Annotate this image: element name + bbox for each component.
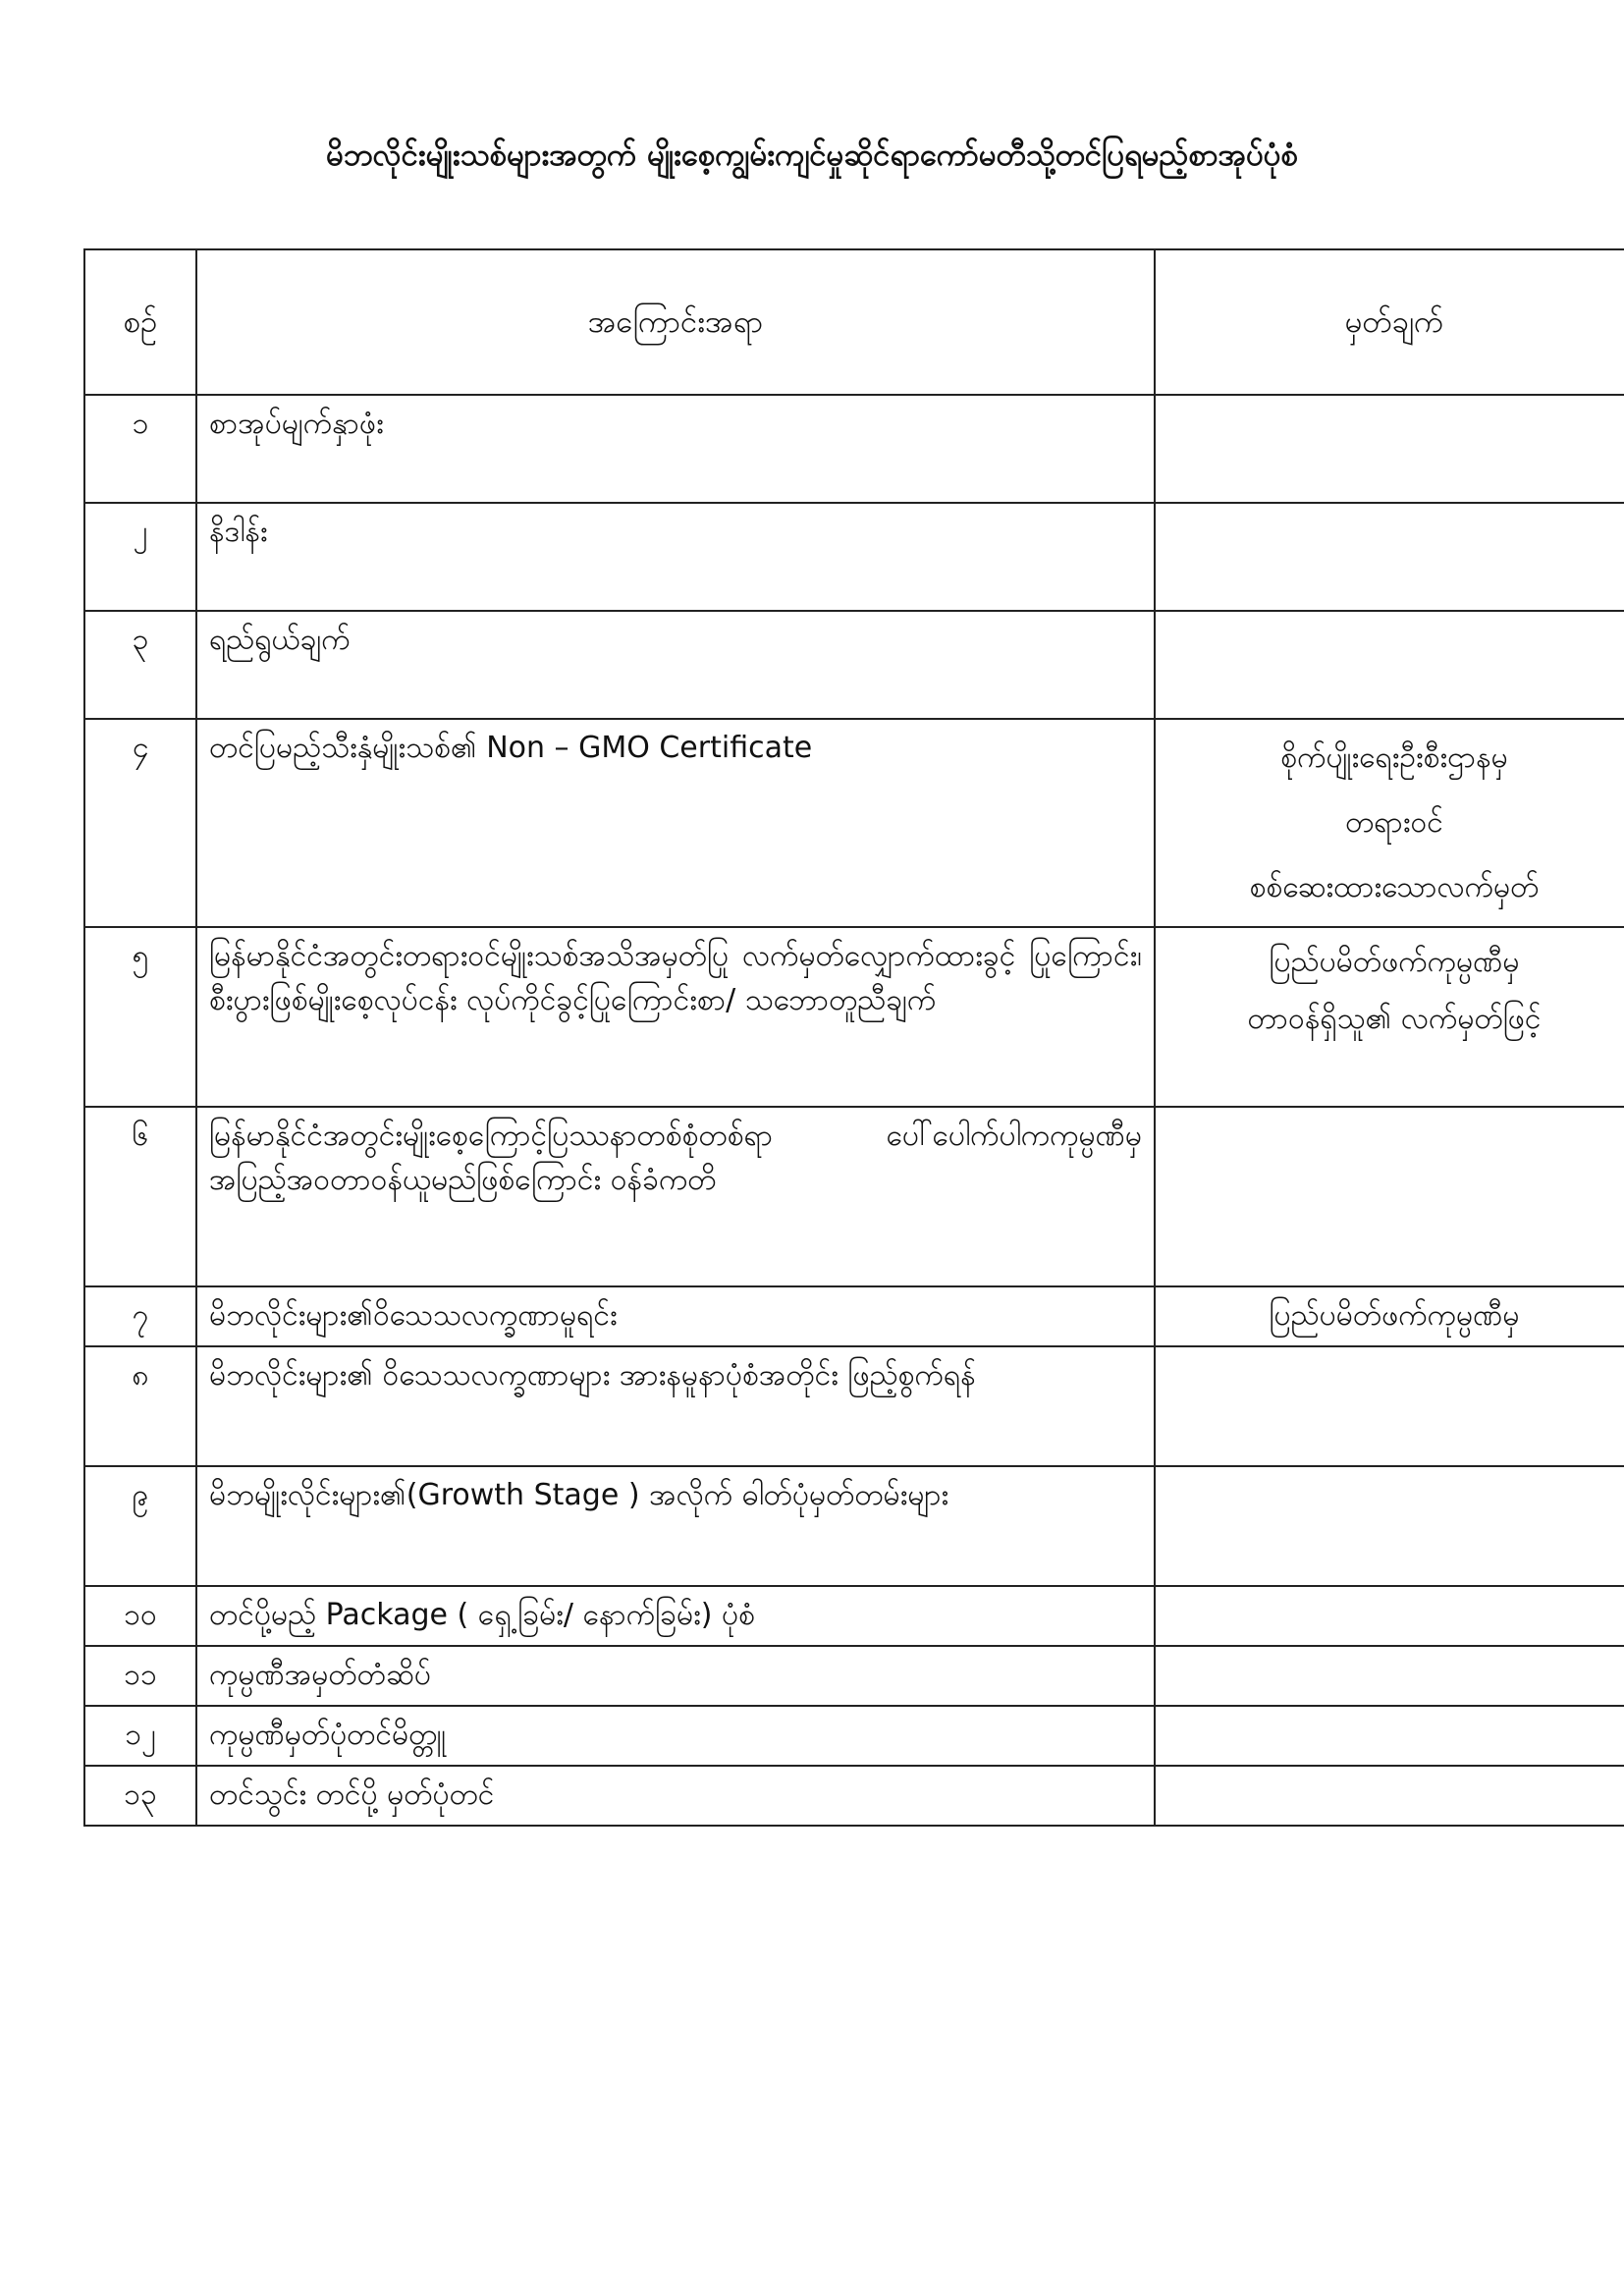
row-remarks: [1155, 1466, 1624, 1586]
table-row: [84, 1766, 1624, 1826]
row-remarks: [1155, 1346, 1624, 1466]
row-description: တင်ပို့မည့် Package ( ရှေ့ခြမ်း/ နောက်ခြမ်း) ပုံစံ: [196, 1586, 1155, 1646]
row-remarks: [1155, 1107, 1624, 1286]
row-no: ၈: [84, 1346, 196, 1466]
row-description: မိဘမျိုးလိုင်းများ၏(Growth Stage ) အလိုက် ဓါတ်ပုံမှတ်တမ်းများ: [196, 1466, 1155, 1586]
row-description: မိဘလိုင်းများ၏ ဝိသေသလက္ခဏာများ အားနမူနာပုံစံအတိုင်း ဖြည့်စွက်ရန်: [196, 1346, 1155, 1466]
table-row: [84, 1107, 1624, 1286]
header-no: စဉ်: [84, 249, 196, 395]
row-description: တင်ပြမည့်သီးနှံမျိုးသစ်၏ Non – GMO Certificate: [196, 719, 1155, 927]
row-remarks: [1155, 1706, 1624, 1766]
table-row: [84, 1646, 1624, 1706]
row-remarks: [1155, 395, 1624, 503]
row-no: ၅: [84, 927, 196, 1107]
row-remarks: [1155, 611, 1624, 719]
row-remarks: [1155, 1586, 1624, 1646]
row-remarks: [1155, 503, 1624, 611]
header-remarks: မှတ်ချက်: [1155, 249, 1624, 395]
row-description: မိဘလိုင်းများ၏ဝိသေသလက္ခဏာမူရင်း: [196, 1286, 1155, 1346]
row-description: နိဒါန်း: [196, 503, 1155, 611]
table-row: [84, 927, 1624, 1107]
row-description: စာအုပ်မျက်နှာဖုံး: [196, 395, 1155, 503]
row-no: ၃: [84, 611, 196, 719]
checklist-table: [83, 248, 1624, 1827]
row-no: ၁၁: [84, 1646, 196, 1706]
table-header-row: [84, 249, 1624, 395]
table-row: [84, 1706, 1624, 1766]
row-description: မြန်မာနိုင်ငံအတွင်းမျိုးစေ့ကြောင့်ပြဿနာတစ်စုံတစ်ရာ ပေါ်ပေါက်ပါကကုမ္ပဏီမှအပြည့်အဝတာဝန်ယူမည်ဖြစ်ကြောင်း ဝန်ခံကတိ: [196, 1107, 1155, 1286]
row-description: တင်သွင်း တင်ပို့ မှတ်ပုံတင်: [196, 1766, 1155, 1826]
row-remarks: [1155, 1646, 1624, 1706]
table-row: [84, 1346, 1624, 1466]
row-no: ၁၂: [84, 1706, 196, 1766]
table-row: [84, 395, 1624, 503]
row-no: ၇: [84, 1286, 196, 1346]
row-description: ကုမ္ပဏီအမှတ်တံဆိပ်: [196, 1646, 1155, 1706]
row-remarks: ပြည်ပမိတ်ဖက်ကုမ္ပဏီမှ: [1155, 1286, 1624, 1346]
document-title: မိဘလိုင်းမျိုးသစ်များအတွက် မျိုးစေ့ကျွမ်းကျင်မှုဆိုင်ရာကော်မတီသို့တင်ပြရမည့်စာအုပ်ပုံစံ: [326, 137, 1298, 173]
row-no: ၁: [84, 395, 196, 503]
row-no: ၂: [84, 503, 196, 611]
row-no: ၁၀: [84, 1586, 196, 1646]
table-row: [84, 1466, 1624, 1586]
row-no: ၁၃: [84, 1766, 196, 1826]
row-no: ၄: [84, 719, 196, 927]
row-remarks: စိုက်ပျိုးရေးဦးစီးဌာနမှ တရားဝင် စစ်ဆေးထားသောလက်မှတ်: [1155, 719, 1624, 927]
table-row: [84, 1586, 1624, 1646]
table-row: [84, 719, 1624, 927]
row-remarks: [1155, 1766, 1624, 1826]
row-description: ကုမ္ပဏီမှတ်ပုံတင်မိတ္တူ: [196, 1706, 1155, 1766]
row-no: ၆: [84, 1107, 196, 1286]
row-description: ရည်ရွယ်ချက်: [196, 611, 1155, 719]
table-row: [84, 611, 1624, 719]
row-no: ၉: [84, 1466, 196, 1586]
row-remarks: ပြည်ပမိတ်ဖက်ကုမ္ပဏီမှ တာဝန်ရှိသူ၏ လက်မှတ်ဖြင့်: [1155, 927, 1624, 1107]
table-row: [84, 503, 1624, 611]
header-description: အကြောင်းအရာ: [196, 249, 1155, 395]
row-description: မြန်မာနိုင်ငံအတွင်းတရားဝင်မျိုးသစ်အသိအမှတ်ပြု လက်မှတ်လျှောက်ထားခွင့် ပြုကြောင်း၊ စီးပွားဖြစ်မျိုးစေ့လုပ်ငန်း လုပ်ကိုင်ခွင့်ပြုကြောင်းစာ/ သဘောတူညီချက်: [196, 927, 1155, 1107]
table-row: [84, 1286, 1624, 1346]
